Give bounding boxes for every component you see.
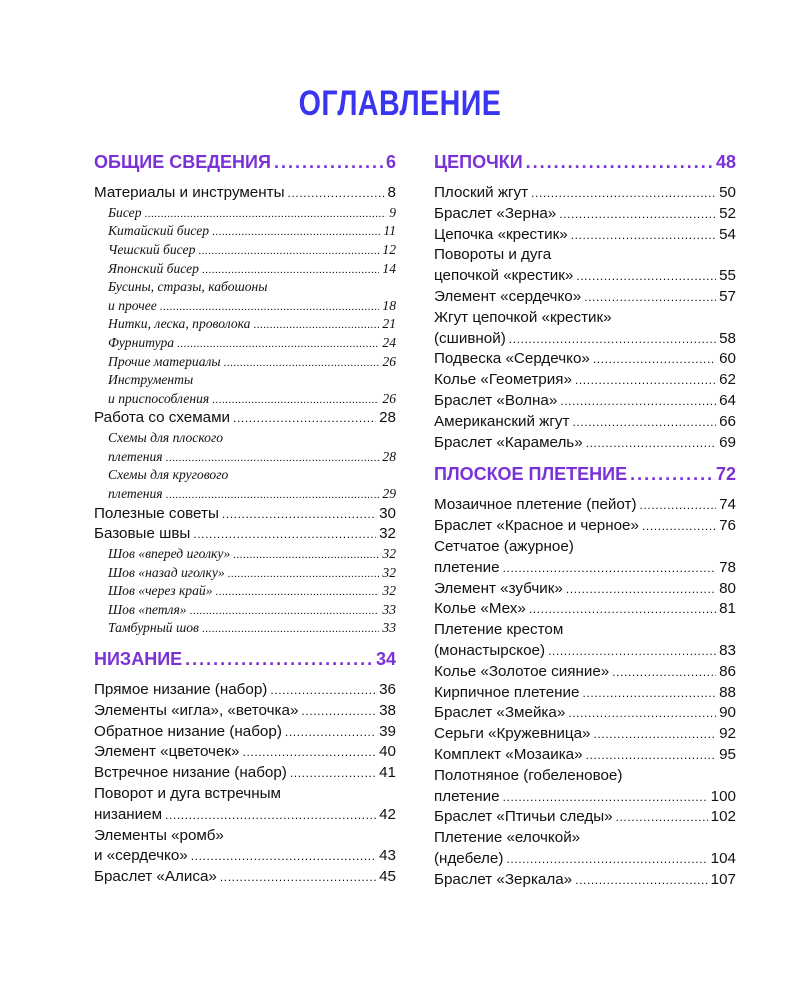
toc-entry-title: Американский жгут: [434, 412, 570, 430]
leader-dots: [526, 152, 713, 173]
section-heading-text: НИЗАНИЕ: [94, 649, 183, 670]
toc-entry-title: Нитки, леска, проволока: [108, 316, 251, 332]
toc-entry-page: 64: [719, 391, 736, 409]
leader-dots: [224, 354, 380, 370]
toc-entry-title: Цепочка «крестик»: [434, 225, 568, 243]
leader-dots: [503, 559, 717, 576]
toc-entry[interactable]: [94, 505, 396, 526]
section-heading-text: ОБЩИЕ СВЕДЕНИЯ: [94, 152, 271, 172]
leader-dots: [584, 288, 716, 305]
toc-entry-page: 95: [719, 745, 736, 763]
toc-entry-page: 107: [710, 870, 736, 888]
toc-entry[interactable]: [94, 723, 396, 744]
toc-entry[interactable]: [434, 371, 736, 392]
toc-section: [94, 152, 396, 639]
leader-dots: [288, 184, 385, 201]
toc-entry-page: 88: [719, 683, 736, 701]
toc-entry-page: 42: [379, 805, 396, 823]
toc-entry-page: 18: [382, 297, 396, 313]
toc-entry[interactable]: [434, 663, 736, 684]
section-page-number: 34: [375, 649, 396, 670]
leader-dots: [576, 267, 716, 284]
toc-entry[interactable]: [434, 704, 736, 725]
leader-dots: [202, 620, 379, 636]
toc-entry-page: 39: [379, 722, 396, 740]
toc-entry-title: Базовые швы: [94, 525, 191, 543]
toc-entry-title: Браслет «Змейка»: [434, 704, 566, 722]
toc-entry[interactable]: [94, 409, 396, 430]
leader-dots: [503, 788, 708, 805]
toc-entry-title: Комплект «Мозаика»: [434, 745, 583, 763]
leader-dots: [586, 434, 716, 451]
leader-dots: [145, 205, 387, 221]
toc-entry[interactable]: [94, 486, 396, 505]
toc-entry-title: Элемент «сердечко»: [434, 287, 582, 305]
toc-entry[interactable]: [434, 267, 736, 288]
toc-entry-page: 58: [719, 329, 736, 347]
toc-entry[interactable]: [434, 517, 736, 538]
toc-entry-page: 83: [719, 641, 736, 659]
leader-dots: [642, 517, 716, 534]
toc-entry[interactable]: [434, 434, 736, 455]
toc-entry-title: Браслет «Зерна»: [434, 204, 557, 222]
leader-dots: [185, 649, 373, 670]
toc-entry-page: 32: [379, 525, 396, 543]
section-heading[interactable]: [94, 649, 396, 675]
toc-entry-page: 33: [382, 601, 396, 617]
leader-dots: [559, 205, 716, 222]
toc-entry-page: 26: [382, 353, 396, 369]
leader-dots: [165, 806, 376, 823]
toc-entry-title: Шов «вперед иголку»: [108, 546, 231, 562]
toc-entry[interactable]: [94, 354, 396, 373]
leader-dots: [616, 808, 708, 825]
toc-entry-page: 50: [719, 184, 736, 201]
leader-dots: [228, 565, 380, 581]
toc-section: [434, 464, 736, 891]
toc-entry-lead: Элементы «ромб»: [94, 826, 224, 844]
toc-entry-title: Браслет «Карамель»: [434, 433, 583, 451]
leader-dots: [270, 681, 376, 698]
toc-entry-title: и прочее: [108, 297, 157, 313]
toc-entry[interactable]: [434, 205, 736, 226]
toc-entry-title: Бисер: [108, 204, 142, 220]
section-heading[interactable]: [94, 152, 396, 178]
leader-dots: [243, 743, 377, 760]
toc-entry-page: 43: [379, 847, 396, 865]
toc-entry-title: плетение: [434, 558, 500, 576]
toc-entry[interactable]: [434, 725, 736, 746]
toc-entry-title: Подвеска «Сердечко»: [434, 350, 590, 368]
toc-entry-page: 80: [719, 579, 736, 597]
toc-entry-title: плетения: [108, 448, 163, 464]
toc-entry-page: 69: [719, 433, 736, 451]
toc-entry-lead: Плетение «елочкой»: [434, 829, 581, 847]
toc-entry[interactable]: [434, 226, 736, 247]
toc-entry[interactable]: [434, 392, 736, 413]
toc-entry-title: Колье «Геометрия»: [434, 371, 572, 389]
toc-entry-title: Чешский бисер: [108, 241, 196, 257]
leader-dots: [212, 223, 380, 239]
leader-dots: [630, 464, 713, 485]
toc-entry[interactable]: [434, 413, 736, 434]
toc-entry-title: Тамбурный шов: [108, 620, 199, 636]
toc-entry-lead: Жгут цепочкой «крестик»: [434, 308, 612, 326]
toc-entry-page: 60: [719, 350, 736, 368]
toc-section: [434, 152, 736, 454]
toc-section: [94, 649, 396, 889]
toc-entry[interactable]: [94, 743, 396, 764]
toc-entry-page: 45: [379, 868, 396, 886]
toc-entry[interactable]: [94, 620, 396, 639]
toc-entry-page: 9: [389, 204, 396, 220]
leader-dots: [568, 704, 716, 721]
toc-entry-page: 92: [719, 725, 736, 743]
toc-entry-lead: Поворот и дуга встречным: [94, 785, 281, 803]
toc-entry[interactable]: [434, 559, 736, 580]
leader-dots: [274, 152, 383, 173]
toc-entry-page: 36: [379, 681, 396, 699]
toc-entry-page: 62: [719, 371, 736, 389]
toc-entry-title: Фурнитура: [108, 334, 175, 350]
toc-entry[interactable]: [434, 496, 736, 517]
toc-entry-title: Элементы «игла», «веточка»: [94, 701, 299, 719]
toc-entry-page: 78: [719, 558, 736, 576]
toc-entry[interactable]: [94, 681, 396, 702]
toc-entry-page: 57: [719, 287, 736, 305]
toc-entry-title: и приспособления: [108, 390, 210, 406]
toc-entry-title: Браслет «Красное и черное»: [434, 517, 639, 535]
toc-entry-title: низанием: [94, 805, 163, 823]
leader-dots: [572, 413, 716, 430]
toc-entry[interactable]: [434, 808, 736, 829]
toc-entry-title: Плоский жгут: [434, 184, 529, 201]
toc-entry-page: 74: [719, 496, 736, 514]
leader-dots: [529, 600, 716, 617]
toc-entry[interactable]: [94, 223, 396, 242]
leader-dots: [531, 184, 716, 201]
toc-entry-page: 104: [710, 849, 736, 867]
toc-entry-page: 41: [379, 764, 396, 782]
leader-dots: [506, 850, 707, 867]
toc-entry-title: Материалы и инструменты: [94, 184, 285, 201]
toc-entry-page: 40: [379, 743, 396, 761]
toc-entry-page: 54: [719, 225, 736, 243]
toc-entry-title: Китайский бисер: [108, 223, 210, 239]
toc-entry[interactable]: [94, 702, 396, 723]
section-page-number: 6: [385, 152, 396, 172]
toc-entry-title: Шов «петля»: [108, 601, 187, 617]
toc-entry[interactable]: [94, 583, 396, 602]
toc-entry-page: 66: [719, 412, 736, 430]
toc-entry-title: плетение: [434, 787, 500, 805]
toc-entry-page: 28: [379, 409, 396, 427]
toc-entry[interactable]: [94, 764, 396, 785]
leader-dots: [548, 642, 716, 659]
leader-dots: [575, 871, 708, 888]
toc-entry-title: Прочие материалы: [108, 353, 221, 369]
toc-entry[interactable]: [94, 847, 396, 868]
toc-entry-title: Работа со схемами: [94, 409, 231, 427]
toc-entry-page: 76: [719, 517, 736, 535]
toc-entry-title: Колье «Золотое сияние»: [434, 662, 610, 680]
leader-dots: [193, 525, 376, 542]
toc-right-column: [434, 152, 736, 902]
toc-entry[interactable]: [94, 391, 396, 410]
toc-entry-lead: Схемы для плоского: [108, 430, 224, 446]
leader-dots: [612, 663, 716, 680]
toc-entry-page: 32: [382, 564, 396, 580]
toc-entry-page: 11: [383, 223, 396, 239]
toc-entry-page: 32: [382, 546, 396, 562]
toc-entry-title: плетения: [108, 485, 163, 501]
toc-entry[interactable]: [94, 335, 396, 354]
toc-entry[interactable]: [434, 600, 736, 621]
toc-entry-lead: Плетение крестом: [434, 621, 564, 639]
toc-entry-page: 55: [719, 267, 736, 285]
leader-dots: [586, 746, 717, 763]
toc-entry[interactable]: [434, 746, 736, 767]
toc-entry-page: 86: [719, 662, 736, 680]
toc-entry[interactable]: [434, 350, 736, 371]
leader-dots: [177, 335, 379, 351]
toc-entry-page: 100: [710, 787, 736, 805]
toc-entry[interactable]: [94, 242, 396, 261]
toc-entry-title: Элемент «зубчик»: [434, 579, 563, 597]
section-page-number: 72: [715, 464, 736, 485]
toc-entry-title: Встречное низание (набор): [94, 764, 287, 782]
toc-entry-page: 33: [382, 620, 396, 636]
toc-entry[interactable]: [94, 184, 396, 205]
toc-entry-title: Браслет «Алиса»: [94, 868, 217, 886]
leader-dots: [212, 391, 379, 407]
leader-dots: [571, 226, 716, 243]
toc-entry[interactable]: [94, 449, 396, 468]
toc-entry[interactable]: [94, 565, 396, 584]
leader-dots: [594, 725, 717, 742]
toc-entry-page: 12: [382, 241, 396, 257]
leader-dots: [560, 392, 716, 409]
toc-entry-title: (сшивной): [434, 329, 506, 347]
leader-dots: [509, 330, 716, 347]
toc-entry-page: 38: [379, 701, 396, 719]
leader-dots: [160, 298, 380, 314]
leader-dots: [301, 702, 376, 719]
toc-entry-page: 52: [719, 204, 736, 222]
toc-entry-title: Обратное низание (набор): [94, 722, 282, 740]
toc-entry[interactable]: [434, 330, 736, 351]
leader-dots: [593, 350, 716, 367]
toc-entry-page: 90: [719, 704, 736, 722]
leader-dots: [191, 847, 376, 864]
toc-entry-page: 24: [382, 334, 396, 350]
toc-entry-title: цепочкой «крестик»: [434, 267, 574, 285]
toc-entry-title: Браслет «Волна»: [434, 391, 558, 409]
toc-entry[interactable]: [94, 316, 396, 335]
leader-dots: [233, 409, 376, 426]
toc-entry-page: 26: [382, 390, 396, 406]
toc-entry-title: Шов «через край»: [108, 583, 213, 599]
toc-entry[interactable]: [94, 205, 396, 224]
toc-entry[interactable]: [94, 806, 396, 827]
toc-entry-lead: Повороты и дуга: [434, 246, 552, 264]
toc-entry-title: Прямое низание (набор): [94, 681, 268, 699]
toc-entry-title: Серьги «Кружевница»: [434, 725, 591, 743]
toc-entry-lead: Сетчатое (ажурное): [434, 537, 574, 555]
toc-entry[interactable]: [434, 642, 736, 663]
leader-dots: [285, 723, 376, 740]
toc-entry[interactable]: [434, 850, 736, 871]
toc-entry[interactable]: [434, 184, 736, 205]
toc-entry[interactable]: [94, 868, 396, 889]
toc-entry-title: Браслет «Птичьи следы»: [434, 808, 613, 826]
toc-entry-title: Мозаичное плетение (пейот): [434, 496, 637, 514]
toc-entry-title: Японский бисер: [108, 260, 199, 276]
toc-entry-page: 81: [719, 600, 736, 618]
leader-dots: [575, 371, 716, 388]
toc-entry-page: 30: [379, 504, 396, 522]
section-heading-text: ЦЕПОЧКИ: [434, 152, 523, 172]
section-heading[interactable]: [434, 152, 736, 178]
leader-dots: [166, 449, 380, 465]
toc-entry-page: 14: [382, 260, 396, 276]
leader-dots: [198, 242, 379, 258]
toc-entry-title: (монастырское): [434, 641, 546, 659]
toc-entry-page: 32: [382, 583, 396, 599]
toc-entry[interactable]: [434, 684, 736, 705]
toc-entry[interactable]: [94, 602, 396, 621]
toc-left-column: [94, 152, 396, 899]
toc-entry[interactable]: [434, 871, 736, 892]
toc-entry[interactable]: [434, 788, 736, 809]
section-heading-text: ПЛОСКОЕ ПЛЕТЕНИЕ: [434, 464, 628, 485]
toc-entry[interactable]: [434, 288, 736, 309]
toc-entry[interactable]: [94, 525, 396, 546]
toc-entry-page: 29: [382, 485, 396, 501]
toc-entry-lead: Полотняное (гобеленовое): [434, 766, 623, 784]
leader-dots: [220, 868, 376, 885]
toc-entry[interactable]: [94, 298, 396, 317]
toc-entry-title: (ндебеле): [434, 849, 504, 867]
leader-dots: [582, 684, 716, 701]
toc-entry-title: Полезные советы: [94, 504, 219, 522]
toc-entry-title: и «сердечко»: [94, 847, 188, 865]
page-title: ОГЛАВЛЕНИЕ: [298, 84, 502, 123]
leader-dots: [202, 261, 379, 277]
leader-dots: [222, 505, 376, 522]
toc-entry[interactable]: [94, 546, 396, 565]
leader-dots: [640, 496, 717, 513]
toc-entry-title: Браслет «Зеркала»: [434, 870, 573, 888]
section-page-number: 48: [715, 152, 736, 172]
leader-dots: [190, 602, 380, 618]
toc-entry-lead: Бусины, стразы, кабошоны: [108, 279, 268, 295]
toc-entry-page: 102: [710, 808, 736, 826]
leader-dots: [166, 486, 380, 502]
toc-entry-page: 28: [382, 448, 396, 464]
toc-entry-page: 21: [382, 316, 396, 332]
toc-entry-lead: Схемы для кругового: [108, 467, 229, 483]
section-heading[interactable]: [434, 464, 736, 490]
toc-entry-lead: Инструменты: [108, 372, 194, 388]
toc-entry-title: Кирпичное плетение: [434, 683, 580, 701]
leader-dots: [253, 316, 379, 332]
toc-entry-title: Элемент «цветочек»: [94, 743, 240, 761]
leader-dots: [216, 583, 380, 599]
toc-entry[interactable]: [434, 580, 736, 601]
leader-dots: [290, 764, 376, 781]
toc-entry[interactable]: [94, 261, 396, 280]
toc-entry-page: 8: [387, 184, 396, 201]
toc-entry-title: Колье «Мех»: [434, 600, 526, 618]
toc-entry-title: Шов «назад иголку»: [108, 564, 225, 580]
leader-dots: [566, 580, 716, 597]
leader-dots: [233, 546, 379, 562]
